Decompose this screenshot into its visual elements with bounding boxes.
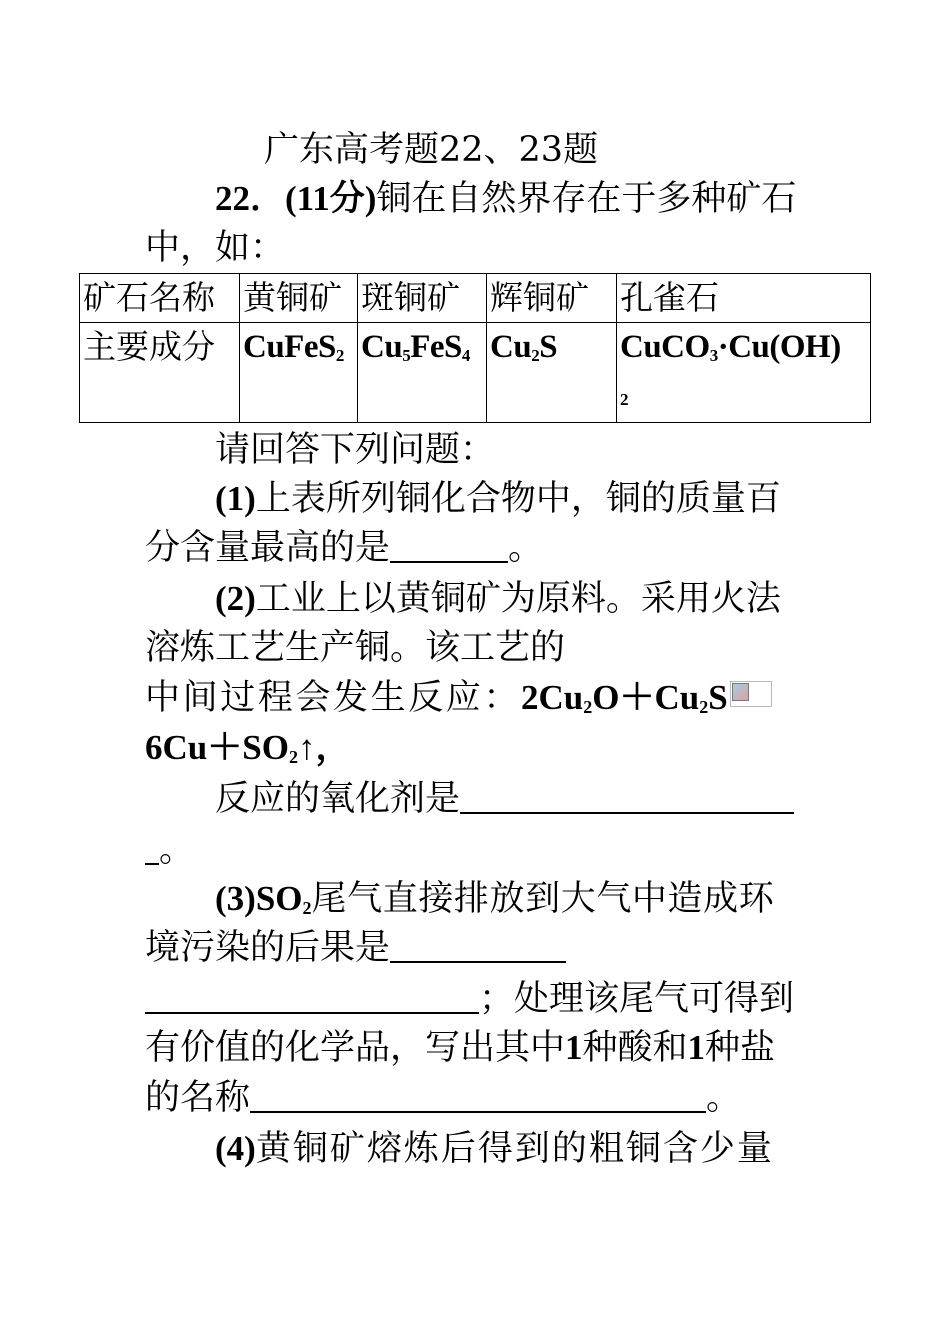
table-row — [80, 323, 871, 423]
formula-subscript: 5 — [402, 346, 411, 365]
q3-text: 种酸和 — [582, 1028, 688, 1068]
formula-text: S — [539, 329, 558, 365]
q3-text: 种盐 — [705, 1028, 776, 1068]
eq-text: 6Cu＋SO — [145, 728, 289, 767]
formula-subscript: 2 — [531, 346, 540, 365]
eq-subscript: 2 — [288, 747, 298, 767]
q22-intro-line2: 中，如： — [145, 228, 286, 268]
q2-line5 — [215, 777, 794, 821]
eq-text: ↑， — [297, 728, 351, 767]
punctuation: 。 — [706, 1078, 742, 1118]
q3-text: ；处理该尾气可得到 — [479, 979, 795, 1019]
formula-subscript: 2 — [302, 898, 312, 918]
formula-text: CuFeS — [243, 329, 336, 365]
q2-text: 中间过程会发生反应： — [145, 678, 522, 718]
q3-line3 — [145, 977, 794, 1021]
intro-text: 铜在自然界存在于多种矿石 — [376, 179, 797, 219]
broken-image-icon — [730, 681, 772, 707]
q2-line6 — [145, 828, 194, 872]
mineral-name: 黄铜矿 — [240, 274, 358, 323]
mineral-table — [79, 273, 871, 423]
table-row — [80, 274, 871, 323]
q3-line2 — [145, 926, 566, 970]
q22-intro-line1 — [215, 177, 796, 221]
q2-text: 工业上以黄铜矿为原料。采用火法 — [255, 579, 781, 619]
formula-subscript: 3 — [709, 346, 718, 365]
q3-line1 — [215, 877, 774, 921]
q2-line3 — [145, 676, 772, 720]
q4-text: 黄铜矿熔炼后得到的粗铜含少量 — [255, 1129, 774, 1169]
formula-text: FeS — [410, 329, 462, 365]
eq-text: 2Cu — [521, 678, 584, 717]
q3-text: 尾气直接排放到大气中造成环 — [311, 879, 775, 919]
formula-text: Cu — [361, 329, 403, 365]
q3-line4 — [145, 1026, 775, 1070]
q3-formula — [256, 879, 312, 918]
q2-line1 — [215, 577, 781, 621]
formula-cell — [487, 323, 617, 423]
q2-text: 反应的氧化剂是 — [215, 779, 461, 819]
q4-number: (4) — [215, 1129, 256, 1168]
page-title: 广东高考题22、23题 — [264, 130, 599, 170]
punctuation: 。 — [508, 528, 544, 568]
formula-text: SO — [255, 879, 303, 918]
answer-blank — [250, 1081, 706, 1113]
number: 1 — [687, 1028, 706, 1067]
formula-text: ·Cu(OH) — [717, 329, 841, 365]
row-label: 主要成分 — [80, 323, 240, 423]
header-cell: 矿石名称 — [80, 274, 240, 323]
q4-line1 — [215, 1127, 774, 1171]
formula-cell — [358, 323, 487, 423]
q3-line5 — [145, 1076, 741, 1120]
mineral-name: 斑铜矿 — [358, 274, 487, 323]
formula-subscript: 2 — [335, 346, 344, 365]
number: 1 — [565, 1028, 583, 1067]
question-number: 22．(11分) — [215, 179, 377, 218]
q3-text: 有价值的化学品，写出其中 — [145, 1028, 566, 1068]
eq-text: O＋Cu — [592, 678, 700, 717]
eq-subscript: 2 — [699, 697, 709, 717]
q1-line1 — [215, 477, 781, 521]
q2-line2: 溶炼工艺生产铜。该工艺的 — [145, 628, 566, 668]
answer-blank — [145, 833, 159, 865]
formula-cell — [240, 323, 358, 423]
punctuation: 。 — [159, 830, 195, 870]
equation-part — [521, 678, 728, 717]
q3-number: (3) — [215, 879, 256, 918]
mineral-name: 孔雀石 — [617, 274, 871, 323]
answer-blank — [460, 782, 794, 814]
formula-subscript-wrapped: 2 — [620, 390, 628, 409]
eq-text: S — [708, 678, 728, 717]
formula-text: Cu — [490, 329, 532, 365]
mineral-name: 辉铜矿 — [487, 274, 617, 323]
q3-text: 境污染的后果是 — [145, 928, 391, 968]
answer-blank — [390, 531, 508, 563]
q1-number: (1) — [215, 479, 256, 518]
q2-line4 — [145, 726, 350, 770]
q2-number: (2) — [215, 579, 256, 618]
answer-blank — [390, 931, 566, 963]
eq-subscript: 2 — [583, 697, 593, 717]
q1-line2 — [145, 526, 543, 570]
answer-blank — [145, 982, 479, 1014]
q1-text: 上表所列铜化合物中，铜的质量百 — [255, 479, 781, 519]
formula-cell — [617, 323, 871, 423]
q1-text: 分含量最高的是 — [145, 528, 391, 568]
q3-text: 的名称 — [145, 1078, 251, 1118]
prompt: 请回答下列问题： — [215, 430, 496, 470]
formula-text: CuCO — [620, 329, 710, 365]
formula-subscript: 4 — [461, 346, 470, 365]
